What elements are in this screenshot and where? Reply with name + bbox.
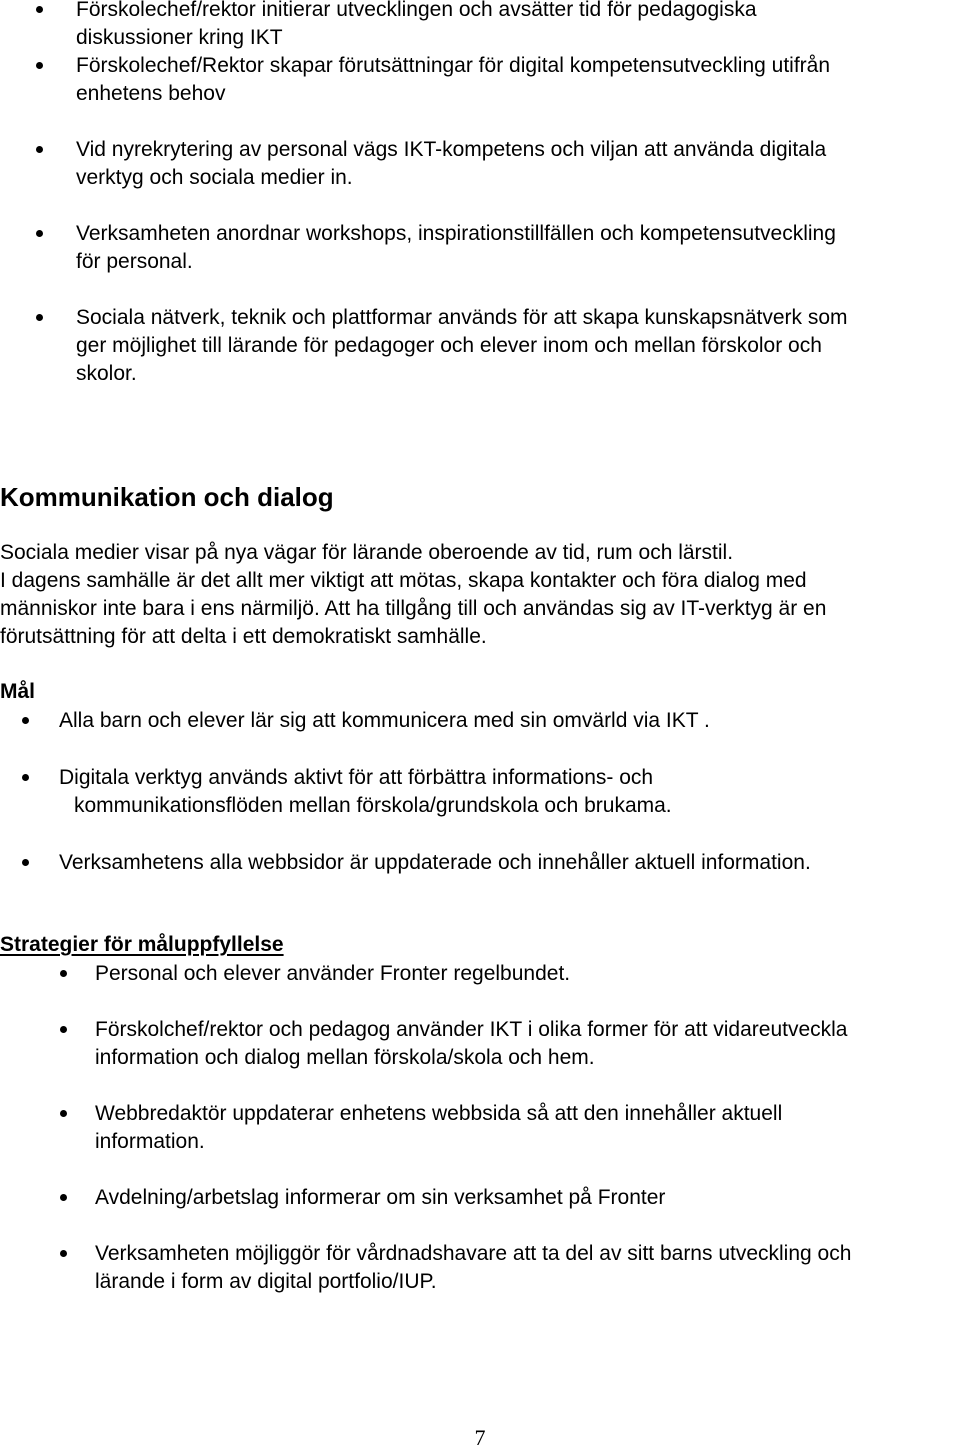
mal-heading: Mål (0, 680, 36, 703)
list-item (0, 960, 851, 988)
bullet-icon (22, 774, 29, 781)
bullet-icon (22, 859, 29, 866)
list-item-line: för personal. (76, 250, 193, 273)
list-item (0, 304, 848, 388)
bullet-icon (60, 1026, 67, 1033)
list-item (0, 1016, 851, 1072)
list-item-line: kommunikationsflöden mellan förskola/grundskola och brukama. (74, 794, 672, 817)
bullet-icon (36, 314, 43, 321)
bullet-icon (22, 717, 29, 724)
ikt-bullet-list (0, 0, 848, 388)
list-item-line: Verksamheten anordnar workshops, inspirationstillfällen och kompetensutveckling (76, 222, 836, 245)
list-item-line: Förskolechef/rektor initierar utvecklingen och avsätter tid för pedagogiska (76, 0, 757, 21)
list-item (0, 220, 848, 276)
list-item (0, 849, 811, 877)
paragraph-line: I dagens samhälle är det allt mer viktigt att mötas, skapa kontakter och föra dialog med (0, 569, 807, 592)
list-item-line: Förskolchef/rektor och pedagog använder IKT i olika former för att vidareutveckla (95, 1018, 848, 1041)
list-item-line: Digitala verktyg används aktivt för att förbättra informations- och (59, 766, 654, 789)
list-item-line: information och dialog mellan förskola/skola och hem. (95, 1046, 595, 1069)
list-item-line: ger möjlighet till lärande för pedagoger och elever inom och mellan förskolor och (76, 334, 822, 357)
list-item-line: verktyg och sociala medier in. (76, 166, 353, 189)
list-item-line: Personal och elever använder Fronter regelbundet. (95, 962, 571, 985)
bullet-icon (60, 970, 67, 977)
list-item (0, 1240, 851, 1296)
kommunikation-paragraph (0, 539, 826, 651)
bullet-icon (36, 62, 43, 69)
list-item-line: Alla barn och elever lär sig att kommunicera med sin omvärld via IKT . (59, 709, 710, 732)
page-number: 7 (474, 1425, 486, 1450)
list-item-line: Webbredaktör uppdaterar enhetens webbsida så att den innehåller aktuell (95, 1102, 783, 1125)
bullet-icon (36, 146, 43, 153)
paragraph-line: människor inte bara i ens närmiljö. Att ha tillgång till och användas sig av IT-verktyg är en (0, 597, 827, 620)
list-item (0, 1184, 851, 1212)
mal-bullet-list (0, 707, 811, 877)
list-item-line: enhetens behov (76, 82, 226, 105)
list-item-line: Verksamheten möjliggör för vårdnadshavare att ta del av sitt barns utveckling och (95, 1242, 852, 1265)
bullet-icon (60, 1110, 67, 1117)
list-item-line: lärande i form av digital portfolio/IUP. (95, 1270, 437, 1293)
bullet-icon (36, 230, 43, 237)
strategier-bullet-list (0, 960, 851, 1296)
list-item (0, 52, 848, 108)
list-item (0, 0, 848, 52)
strategier-heading: Strategier för måluppfyllelse (0, 933, 284, 956)
paragraph-line: förutsättning för att delta i ett demokratiskt samhälle. (0, 625, 487, 648)
list-item (0, 707, 811, 735)
list-item-line: Avdelning/arbetslag informerar om sin verksamhet på Fronter (95, 1186, 666, 1209)
kommunikation-heading: Kommunikation och dialog (0, 482, 334, 512)
bullet-icon (36, 6, 43, 13)
list-item-line: information. (95, 1130, 205, 1153)
list-item (0, 1100, 851, 1156)
bullet-icon (60, 1250, 67, 1257)
list-item-line: Sociala nätverk, teknik och plattformar används för att skapa kunskapsnätverk som (76, 306, 848, 329)
list-item-line: diskussioner kring IKT (76, 26, 283, 49)
list-item (0, 136, 848, 192)
list-item-line: skolor. (76, 362, 137, 385)
paragraph-line: Sociala medier visar på nya vägar för lärande oberoende av tid, rum och lärstil. (0, 541, 734, 564)
list-item-line: Förskolechef/Rektor skapar förutsättningar för digital kompetensutveckling utifrån (76, 54, 831, 77)
bullet-icon (60, 1194, 67, 1201)
list-item-line: Verksamhetens alla webbsidor är uppdaterade och innehåller aktuell information. (59, 851, 811, 874)
list-item (0, 764, 811, 820)
list-item-line: Vid nyrekrytering av personal vägs IKT-kompetens och viljan att använda digitala (76, 138, 827, 161)
